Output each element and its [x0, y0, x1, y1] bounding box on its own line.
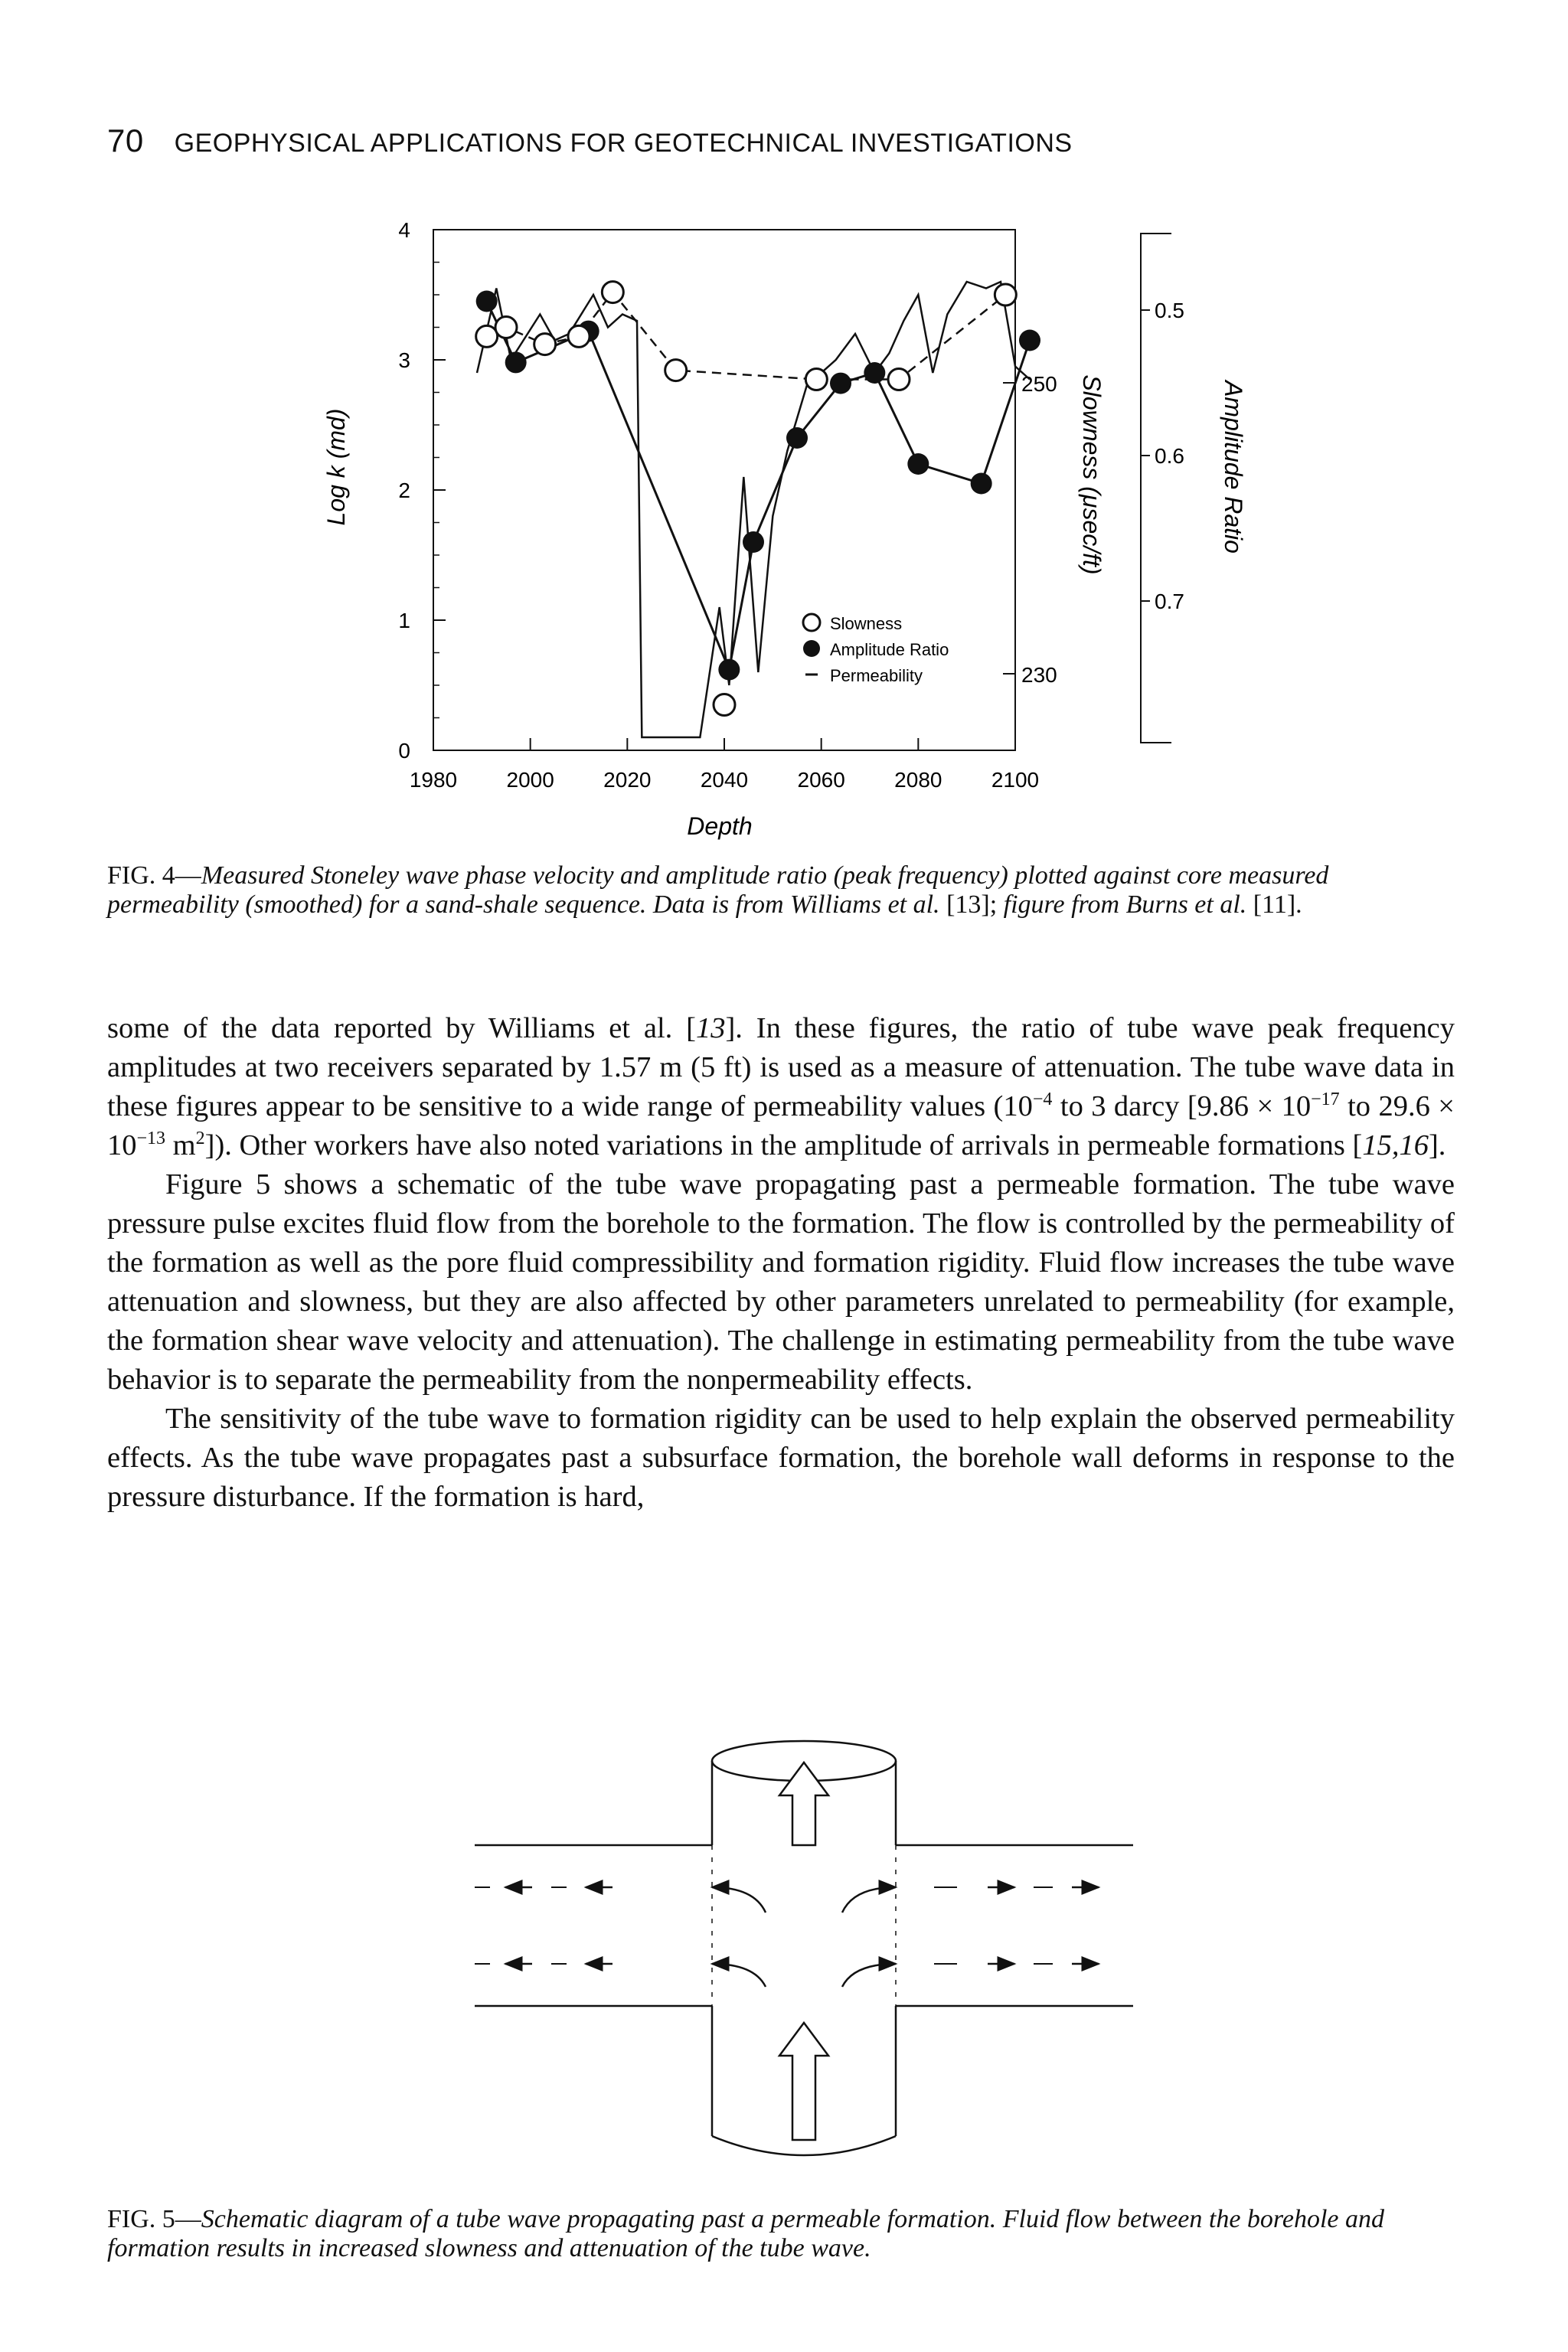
fig5-caption-label: FIG. 5— [107, 2205, 201, 2233]
exponent: −17 [1311, 1089, 1340, 1110]
amplitude-ratio-point [476, 291, 498, 312]
running-title: GEOPHYSICAL APPLICATIONS FOR GEOTECHNICAL INVESTIGATIONS [174, 129, 1073, 158]
x-axis-label: Depth [687, 812, 753, 840]
amplitude-axis-label: Amplitude Ratio [1220, 381, 1247, 554]
formation-boundaries [475, 1845, 1133, 2006]
amplitude-ratio-point [971, 473, 992, 495]
amplitude-tick-0.7: 0.7 [1155, 590, 1184, 613]
amplitude-ratio-point [830, 373, 851, 394]
slowness-point [665, 360, 687, 381]
p1-part: ]). Other workers have also noted variations in the amplitude of arrivals in permeable formations [ [204, 1129, 1363, 1161]
slowness-tick-230: 230 [1021, 663, 1057, 687]
p1-part: some of the data reported by Williams et al. [ [107, 1012, 696, 1044]
series-layer [476, 282, 1040, 737]
slowness-axis [1003, 372, 1106, 687]
left-tick-label: 4 [398, 218, 410, 242]
slowness-tick-250: 250 [1021, 372, 1057, 396]
paragraph-2: Figure 5 shows a schematic of the tube wave propagating past a permeable formation. The tube wave pressure pulse excites fluid flow from the borehole to the formation. The flow is controlled by the permeability of the formation as well as the pore fluid compressibility and formation rigidity. Fluid flow increases the tube wave attenuation and slowness, but they are also affected by other parameters unrelated to permeability (for example, the formation shear wave velocity and attenuation). The challenge in estimating permeability from the tube wave behavior is to separate the permeability from the nonpermeability effects. [107, 1168, 1455, 1396]
slowness-point [602, 282, 623, 303]
legend-slowness-marker [803, 614, 820, 631]
citation-15-16: 15,16 [1362, 1129, 1429, 1161]
legend-amplitude-marker [803, 640, 820, 657]
chart-legend [803, 614, 949, 685]
slowness-point [534, 334, 556, 355]
left-tick-label: 1 [398, 609, 410, 632]
fig5-caption [107, 2205, 1455, 2263]
fig4-caption-text2: figure from Burns et al. [1003, 890, 1247, 919]
exponent: −4 [1032, 1089, 1053, 1110]
x-tick-label: 2040 [700, 768, 749, 792]
page-number: 70 [107, 122, 144, 158]
left-axis-ticks [398, 218, 446, 763]
tube-wave-arrow-upper [779, 1762, 828, 1845]
x-tick-label: 2100 [991, 768, 1040, 792]
body-text [107, 1009, 1455, 1517]
amplitude-ratio-point [718, 659, 740, 681]
paragraph-3: The sensitivity of the tube wave to formation rigidity can be used to help explain the observed permeability effects. As the tube wave propagates past a subsurface formation, the borehole wall deforms in response to the pressure disturbance. If the formation is hard, [107, 1403, 1455, 1513]
left-tick-label: 2 [398, 479, 410, 502]
p1-part: to 29.6 × 10 [107, 1090, 1455, 1161]
amplitude-ratio-point [864, 362, 885, 384]
fig4-caption-label: FIG. 4— [107, 861, 201, 890]
p1-part: ]. [1428, 1129, 1446, 1161]
p1-part: to 3 darcy [9.86 × 10 [1052, 1090, 1312, 1122]
amplitude-ratio-axis [1141, 234, 1247, 743]
fig4-chart [291, 191, 1256, 865]
permeability-line [477, 282, 1030, 737]
slowness-point [714, 694, 735, 716]
amplitude-ratio-point [786, 427, 808, 449]
slowness-point [568, 325, 590, 347]
exponent: 2 [195, 1129, 205, 1149]
slowness-point [888, 369, 910, 390]
citation-13: 13 [695, 1012, 726, 1044]
x-tick-label: 2020 [603, 768, 652, 792]
amplitude-tick-0.6: 0.6 [1155, 444, 1184, 468]
left-tick-label: 3 [398, 348, 410, 372]
fig5-schematic [459, 1707, 1148, 2197]
x-axis-ticks [410, 738, 1039, 792]
left-axis-label: Log k (md) [322, 408, 350, 526]
paragraph-1 [107, 1009, 1455, 1165]
tube-wave-arrow-lower [779, 2023, 828, 2140]
x-tick-label: 2080 [894, 768, 942, 792]
slowness-point [805, 369, 827, 390]
amplitude-ratio-point [1019, 330, 1040, 351]
x-tick-label: 2060 [797, 768, 845, 792]
left-tick-label: 0 [398, 739, 410, 763]
p1-part: m [165, 1129, 196, 1161]
legend-amplitude-label: Amplitude Ratio [830, 640, 949, 659]
fluid-flow-arrows [505, 1887, 1099, 1987]
amplitude-ratio-point [505, 351, 527, 373]
amplitude-tick-0.5: 0.5 [1155, 299, 1184, 322]
fig4-caption-ref1: [13]; [939, 890, 1004, 919]
fig5-caption-text: Schematic diagram of a tube wave propagating past a permeable formation. Fluid flow between the borehole and formation results in increased slowness and attenuation of the tube wave. [107, 2205, 1385, 2262]
x-tick-label: 2000 [506, 768, 554, 792]
slowness-point [495, 317, 517, 338]
x-tick-label: 1980 [409, 768, 458, 792]
fig4-caption-text: Measured Stoneley wave phase velocity and amplitude ratio (peak frequency) plotted against core measured permeability (smoothed) for a sand-shale sequence. Data is from Williams et al. [107, 861, 1329, 919]
exponent: −13 [136, 1129, 166, 1149]
p1-part: ]. In these figures, the ratio of tube wave peak frequency amplitudes at two receivers separated by 1.57 m (5 ft) is used as a measure of attenuation. The tube wave data in these figures appear to be sensitive to a wide range of permeability values (10 [107, 1012, 1455, 1122]
slowness-point [476, 325, 498, 347]
legend-slowness-label: Slowness [830, 614, 903, 633]
legend-permeability-label: Permeability [830, 666, 923, 685]
running-header [107, 122, 1073, 159]
slowness-axis-label: Slowness (μsec/ft) [1078, 374, 1106, 575]
flow-dashes [475, 1887, 1053, 1964]
fig4-caption-ref2: [11]. [1246, 890, 1302, 919]
slowness-point [995, 284, 1016, 305]
amplitude-ratio-line [487, 302, 1030, 670]
fig4-caption [107, 861, 1455, 920]
amplitude-ratio-point [907, 453, 929, 475]
amplitude-ratio-point [743, 531, 764, 553]
